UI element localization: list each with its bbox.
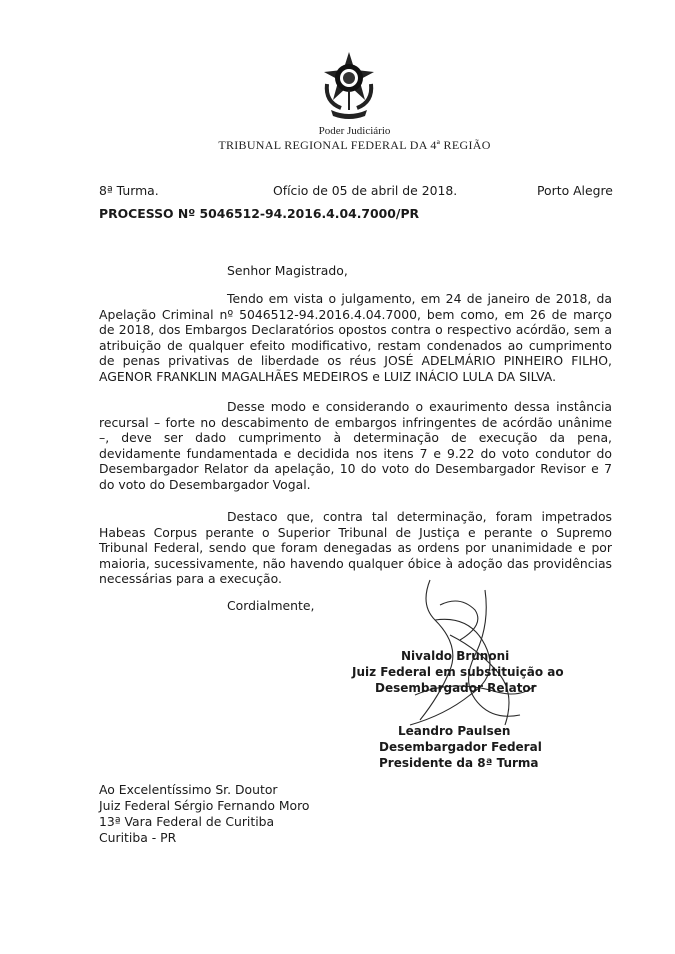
- recipient-line-3: 13ª Vara Federal de Curitiba: [99, 814, 275, 829]
- signer-2-title: Desembargador Federal: [379, 740, 542, 754]
- division: 8ª Turma.: [99, 183, 159, 198]
- recipient-line-1: Ao Excelentíssimo Sr. Doutor: [99, 782, 278, 797]
- signer-2-name: Leandro Paulsen: [398, 724, 511, 738]
- recipient-line-2: Juiz Federal Sérgio Fernando Moro: [99, 798, 310, 813]
- office-date: Ofício de 05 de abril de 2018.: [273, 183, 458, 198]
- salutation: Senhor Magistrado,: [227, 263, 348, 278]
- paragraph-3: Destaco que, contra tal determinação, foram impetrados Habeas Corpus perante o Superior Tribunal de Justiça e perante o Supremo Tribunal Federal, sendo que foram denegadas as ordens por unanimidade e por maioria, sucessivamente, não havendo qualquer óbice à adoção das providências necessárias para a execução.: [99, 509, 612, 587]
- court-name: TRIBUNAL REGIONAL FEDERAL DA 4ª REGIÃO: [218, 138, 491, 152]
- recipient-line-4: Curitiba - PR: [99, 830, 177, 845]
- city: Porto Alegre: [537, 183, 613, 198]
- paragraph-2: Desse modo e considerando o exaurimento dessa instância recursal – forte no descabimento de embargos infringentes de acórdão unânime –, deve ser dado cumprimento à determinação de execução da pena, devidamente fundamentada e decidida nos itens 7 e 9.22 do voto condutor do Desembargador Relator da apelação, 10 do voto do Desembargador Revisor e 7 do voto do Desembargador Vogal.: [99, 399, 612, 492]
- closing: Cordialmente,: [227, 598, 315, 613]
- process-number: PROCESSO Nº 5046512-94.2016.4.04.7000/PR: [99, 206, 420, 221]
- signer-2-role: Presidente da 8ª Turma: [379, 756, 539, 770]
- coat-of-arms-graphic: [319, 50, 379, 120]
- coat-of-arms-icon: [319, 50, 379, 120]
- authority-line: Poder Judiciário: [318, 125, 391, 137]
- paragraph-1: Tendo em vista o julgamento, em 24 de janeiro de 2018, da Apelação Criminal nº 5046512-94.2016.4.04.7000, bem como, em 26 de março de 2018, dos Embargos Declaratórios opostos contra o respectivo acórdão, sem a atribuição de qualquer efeito modificativo, restam condenados ao cumprimento de penas privativas de liberdade os réus JOSÉ ADELMÁRIO PINHEIRO FILHO, AGENOR FRANKLIN MAGALHÃES MEDEIROS e LUIZ INÁCIO LULA DA SILVA.: [99, 291, 612, 384]
- signer-1-role: Desembargador Relator: [375, 681, 537, 695]
- signer-1-name: Nivaldo Brunoni: [401, 649, 510, 663]
- signer-1-title: Juiz Federal em substituição ao: [352, 665, 564, 679]
